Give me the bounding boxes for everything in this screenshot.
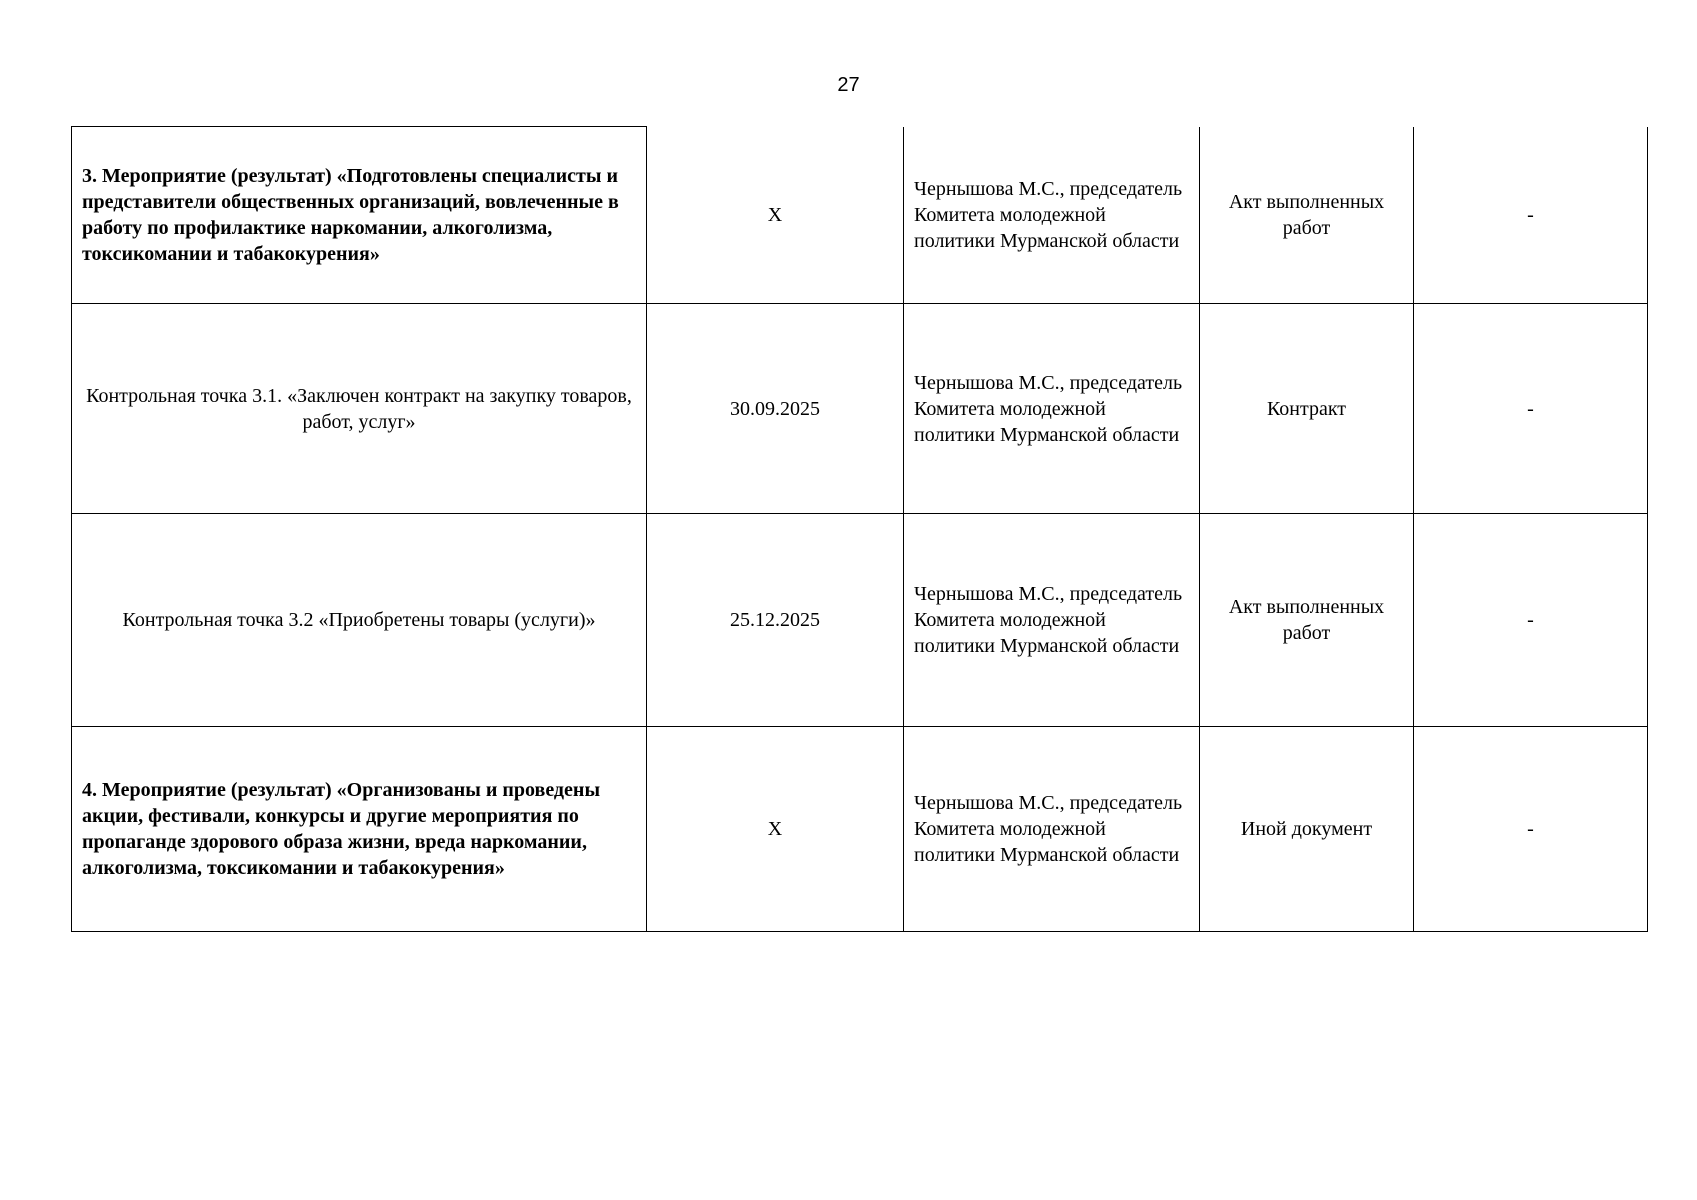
extra-cell: - (1414, 514, 1648, 727)
deadline-cell: 25.12.2025 (647, 514, 904, 727)
extra-cell: - (1414, 727, 1648, 932)
deadline-cell: Х (647, 127, 904, 304)
document-type-cell: Акт выполненных работ (1200, 127, 1414, 304)
document-type-cell: Контракт (1200, 304, 1414, 514)
checkpoint-name-cell: Контрольная точка 3.1. «Заключен контракт на закупку товаров, работ, услуг» (72, 304, 647, 514)
extra-cell: - (1414, 304, 1648, 514)
table-row-checkpoint-3-2 (72, 514, 1648, 727)
checkpoint-name-cell: Контрольная точка 3.2 «Приобретены товары (услуги)» (72, 514, 647, 727)
event-name-cell: 3. Мероприятие (результат) «Подготовлены специалисты и представители общественных организаций, вовлеченные в работу по профилактике наркомании, алкоголизма, токсикомании и табакокурения» (72, 127, 647, 304)
document-type-cell: Иной документ (1200, 727, 1414, 932)
responsible-cell: Чернышова М.С., председатель Комитета молодежной политики Мурманской области (904, 727, 1200, 932)
extra-cell: - (1414, 127, 1648, 304)
deadline-cell: 30.09.2025 (647, 304, 904, 514)
responsible-cell: Чернышова М.С., председатель Комитета молодежной политики Мурманской области (904, 304, 1200, 514)
table-row-event-3 (72, 127, 1648, 304)
implementation-plan-table (71, 126, 1648, 932)
responsible-cell: Чернышова М.С., председатель Комитета молодежной политики Мурманской области (904, 127, 1200, 304)
responsible-cell: Чернышова М.С., председатель Комитета молодежной политики Мурманской области (904, 514, 1200, 727)
document-type-cell: Акт выполненных работ (1200, 514, 1414, 727)
deadline-cell: Х (647, 727, 904, 932)
page-number: 27 (837, 74, 860, 96)
table-row-checkpoint-3-1 (72, 304, 1648, 514)
event-name-cell: 4. Мероприятие (результат) «Организованы и проведены акции, фестивали, конкурсы и другие мероприятия по пропаганде здорового образа жизни, вреда наркомании, алкоголизма, токсикомании и табакокурения» (72, 727, 647, 932)
table-row-event-4 (72, 727, 1648, 932)
